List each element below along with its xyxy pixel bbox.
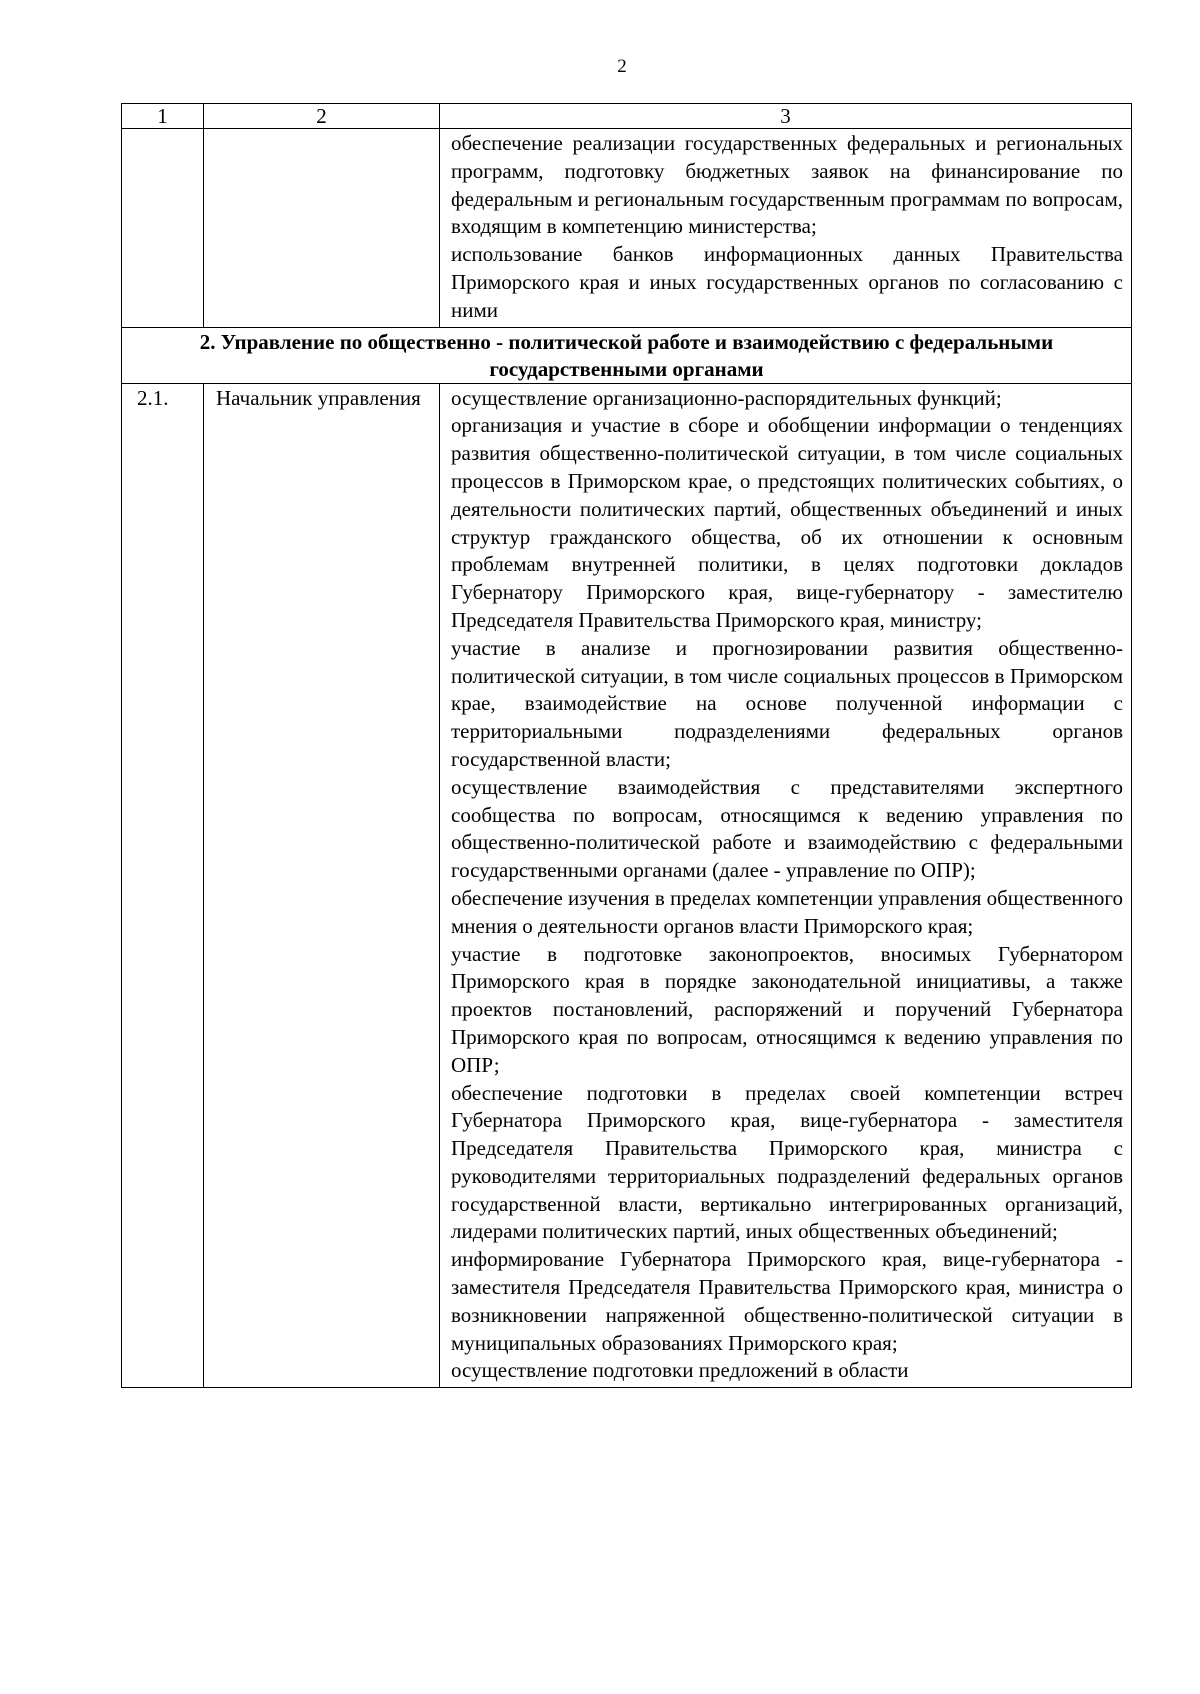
column-header-3: 3 — [440, 104, 1132, 129]
duty-item: осуществление организационно-распорядительных функций; — [451, 385, 1002, 410]
row-number-cell: 2.1. — [122, 383, 204, 1388]
table-header-row — [122, 104, 1132, 129]
role-cell — [204, 129, 440, 328]
role-cell: Начальник управления — [204, 383, 440, 1388]
duty-item: участие в анализе и прогнозировании развития общественно-политической ситуации, в том числе социальных процессов в Приморском крае, взаимодействие на основе полученной информации с территориальными подразделениями федеральных органов государственной власти; — [451, 635, 1123, 771]
duty-item: осуществление взаимодействия с представителями экспертного сообщества по вопросам, относящимся к ведению управления по общественно-политической работе и взаимодействию с федеральными государственными органами (далее - управление по ОПР); — [451, 774, 1123, 883]
duty-item: организация и участие в сборе и обобщении информации о тенденциях развития общественно-политической ситуации, в том числе социальных процессов в Приморском крае, о предстоящих политических событиях, о деятельности политических партий, общественных объединений и иных структур гражданского общества, об их отношении к основным проблемам внутренней политики, в целях подготовки докладов Губернатору Приморского края, вице-губернатору - заместителю Председателя Правительства Приморского края, министру; — [451, 413, 1123, 632]
column-header-2: 2 — [204, 104, 440, 129]
duty-item: осуществление подготовки предложений в области — [451, 1358, 909, 1383]
duty-item: использование банков информационных данных Правительства Приморского края и иных государственных органов по согласованию с ними — [451, 242, 1123, 322]
duties-cell — [440, 383, 1132, 1388]
duty-item: участие в подготовке законопроектов, вносимых Губернатором Приморского края в порядке законодательной инициативы, а также проектов постановлений, распоряжений и поручений Губернатора Приморского края по вопросам, относящимся к ведению управления по ОПР; — [451, 941, 1123, 1077]
table-row-continuation — [122, 129, 1132, 328]
page-number: 2 — [617, 56, 627, 77]
column-header-1: 1 — [122, 104, 204, 129]
section-heading: 2. Управление по общественно - политической работе и взаимодействию с федеральными государственными органами — [122, 327, 1132, 383]
table-row-2-1 — [122, 383, 1132, 1388]
section-heading-row — [122, 327, 1132, 383]
duty-item: обеспечение изучения в пределах компетенции управления общественного мнения о деятельности органов власти Приморского края; — [451, 885, 1123, 938]
duty-item: информирование Губернатора Приморского края, вице-губернатора - заместителя Председателя Правительства Приморского края, министра о возникновении напряженной общественно-политической ситуации в муниципальных образованиях Приморского края; — [451, 1247, 1123, 1355]
responsibilities-table — [121, 103, 1132, 1388]
row-number-cell — [122, 129, 204, 328]
duties-cell — [440, 129, 1132, 328]
duty-item: обеспечение подготовки в пределах своей компетенции встреч Губернатора Приморского края, вице-губернатора - заместителя Председателя Правительства Приморского края, министра с руководителями территориальных подразделений федеральных органов государственной власти, вертикально интегрированных организаций, лидерами политических партий, иных общественных объединений; — [451, 1080, 1123, 1244]
duty-item: обеспечение реализации государственных федеральных и региональных программ, подготовку бюджетных заявок на финансирование по федеральным и региональным государственным программам по вопросам, входящим в компетенцию министерства; — [451, 131, 1123, 239]
